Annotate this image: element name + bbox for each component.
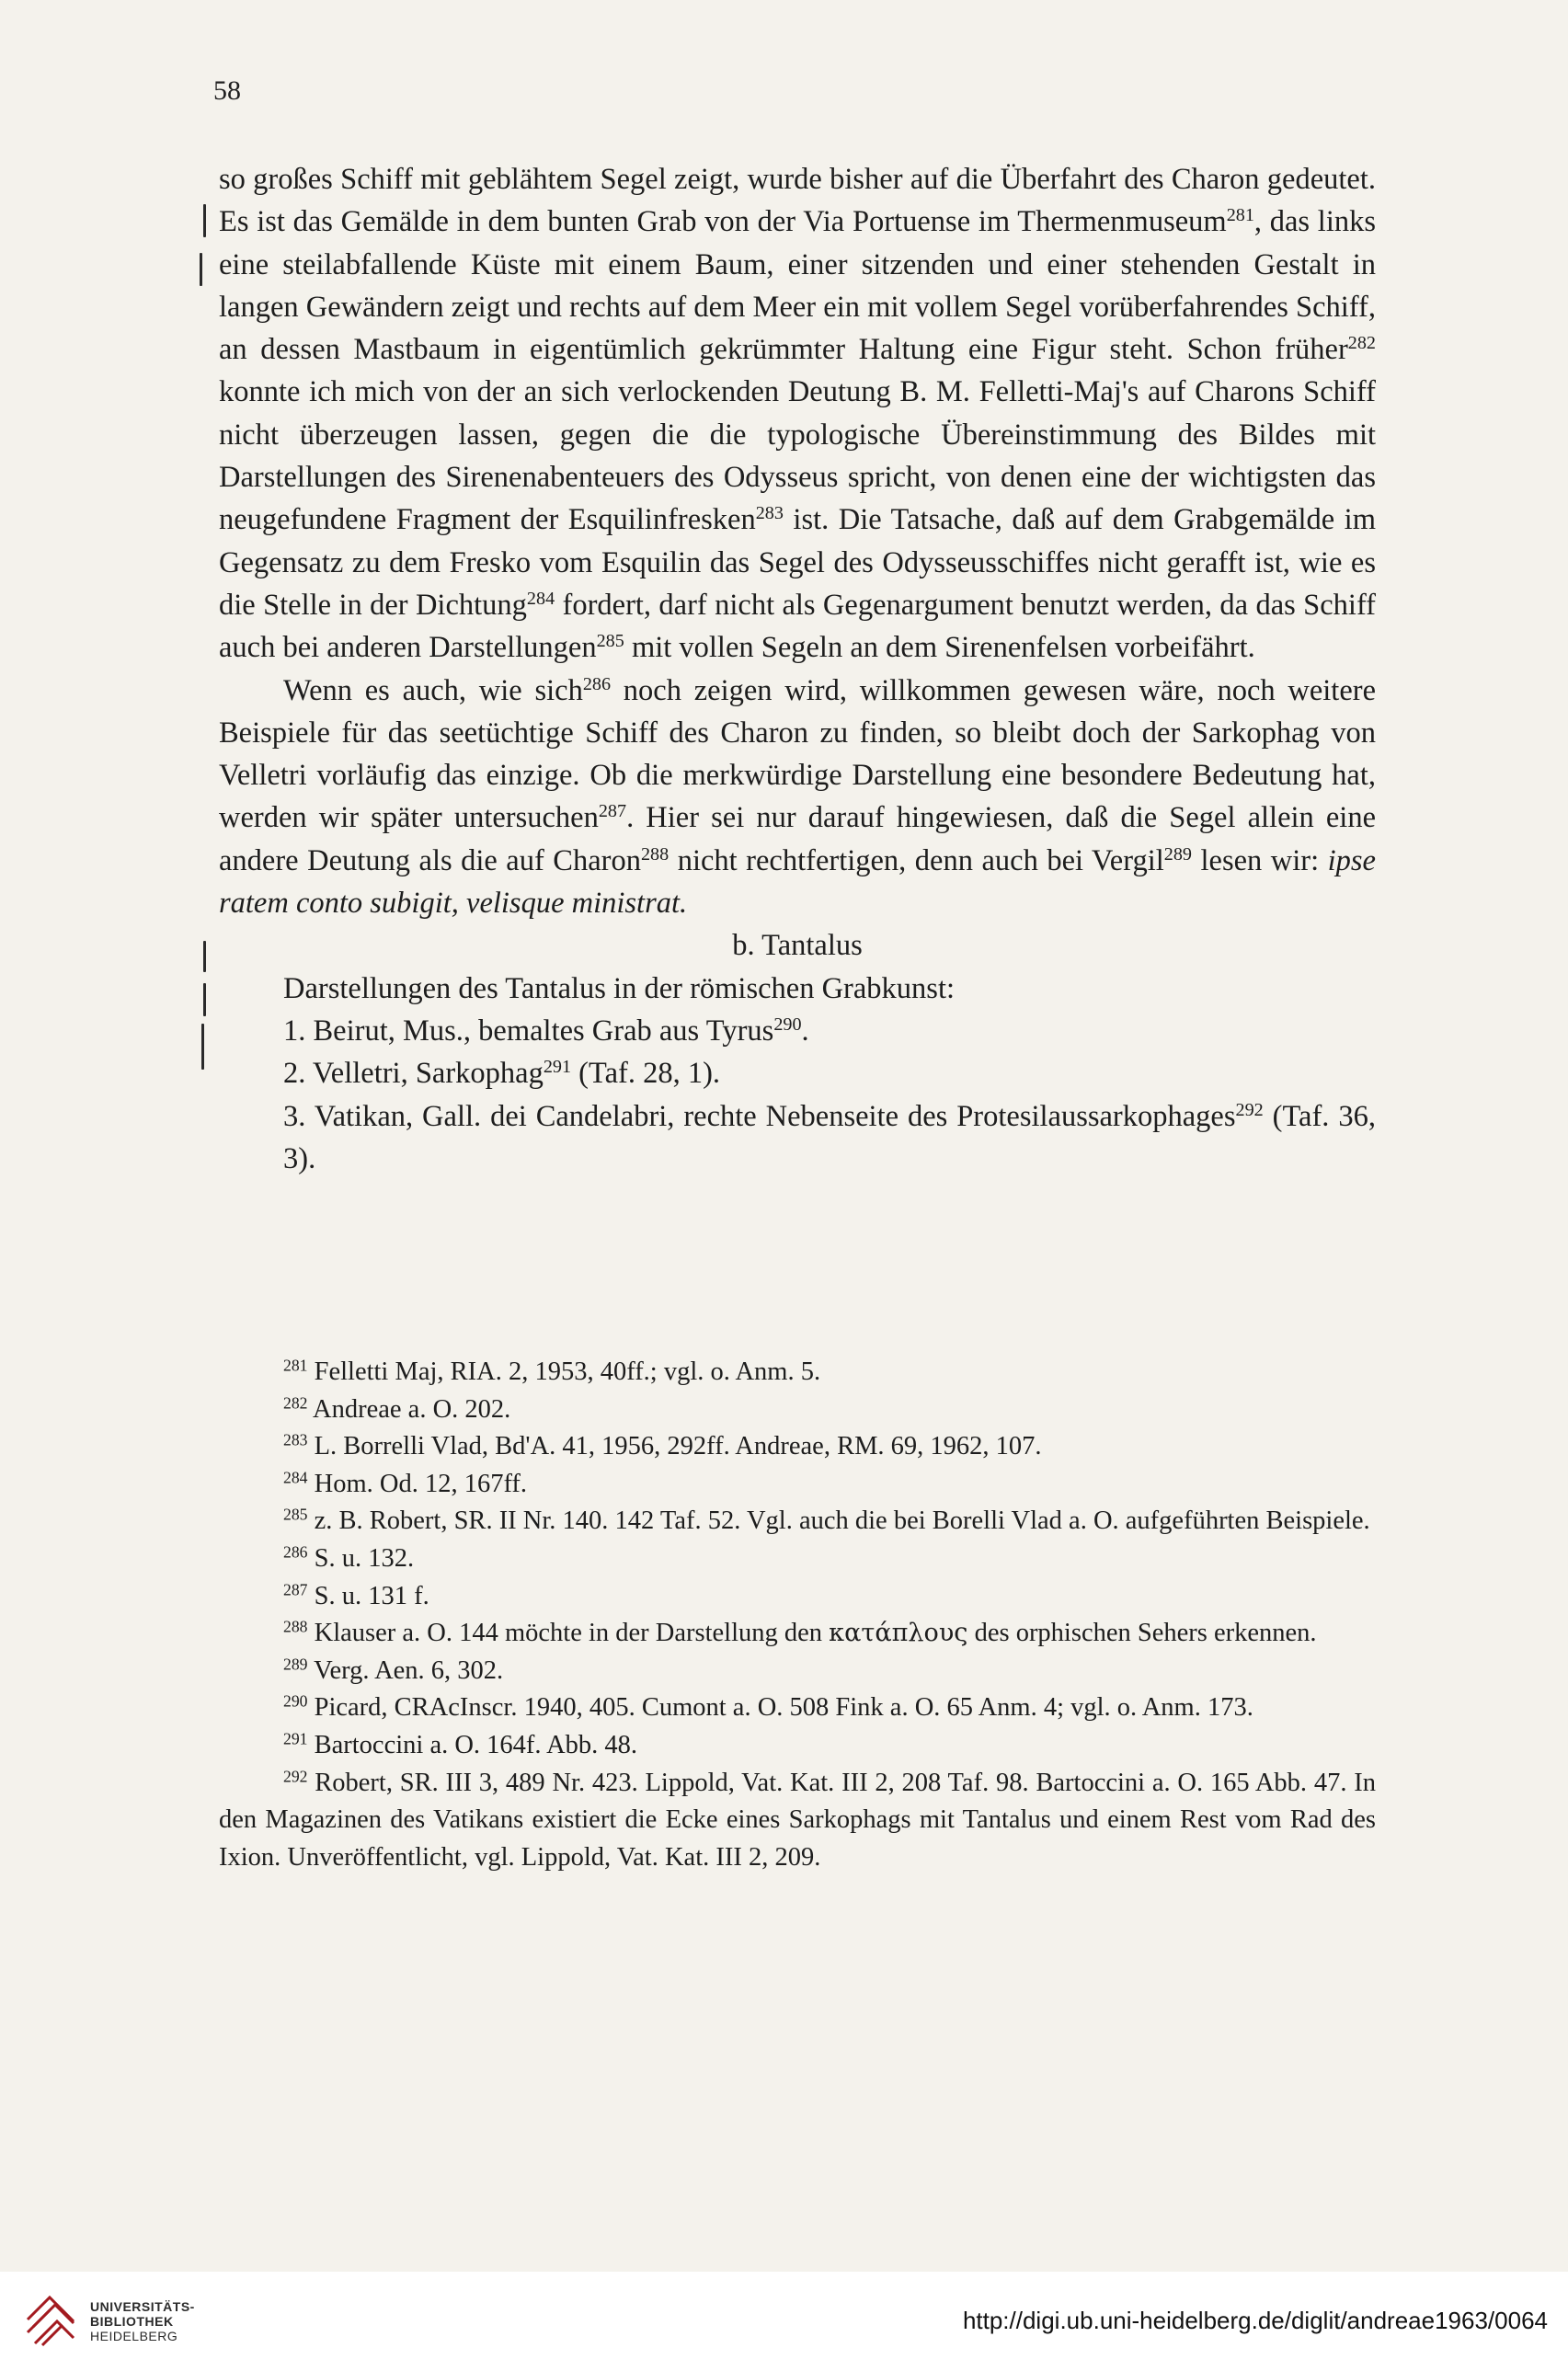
footnote: $^{291}$ Bartoccini a. O. 164f. Abb. 48. (283, 1729, 638, 1759)
margin-mark (203, 204, 206, 237)
footnote: $^{287}$ S. u. 131 f. (283, 1579, 429, 1610)
list-item: 3. Vatikan, Gall. dei Candelabri, rechte Nebenseite des Protesilaussarkophages$^{292}$ (Taf. 36, 3). (283, 1099, 1376, 1175)
footnote: $^{283}$ L. Borrelli Vlad, Bd'A. 41, 1956, 292ff. Andreae, RM. 69, 1962, 107. (283, 1430, 1042, 1461)
footnote-ref: 289 (1163, 843, 1192, 865)
page-number: 58 (213, 75, 241, 106)
body-text (219, 158, 1376, 1180)
list-item: 2. Velletri, Sarkophag$^{291}$ (Taf. 28, 1). (283, 1057, 721, 1091)
footnote: $^{288}$ Klauser a. O. 144 möchte in der Darstellung den κατάπλους des orphischen Sehers erkennen. (283, 1617, 1317, 1648)
list-item: 1. Beirut, Mus., bemaltes Grab aus Tyrus$^{290}$. (283, 1014, 809, 1048)
footnote: $^{289}$ Verg. Aen. 6, 302. (283, 1655, 504, 1685)
paragraph-2: Wenn es auch, wie sich$^{286}$ noch zeigen wird, willkommen gewesen wäre, noch weitere Beispiele für das seetüchtige Schiff des Charon zu finden, so bleibt doch der Sarkophag von Velletri vorläufig das einzige. Ob die merkwürdige Darstellung eine besondere Bedeutung hat, werden wir später untersuchen$^{287}$. Hier sei nur darauf hingewiesen, daß die Segel allein eine andere Deutung als die auf Charon$^{288}$ nicht rechtfertigen, denn auch bei Vergil$^{289}$ lesen wir: ipse ratem conto subigit, velisque ministrat. (219, 673, 1376, 921)
footnote: $^{281}$ Felletti Maj, RIA. 2, 1953, 40ff.; vgl. o. Anm. 5. (283, 1356, 821, 1386)
footnote-ref: 292 (1235, 1099, 1264, 1120)
list-intro: Darstellungen des Tantalus in der römischen Grabkunst: (283, 971, 956, 1005)
footnote-ref: 287 (598, 801, 627, 822)
margin-mark (203, 983, 206, 1016)
margin-mark (201, 1024, 204, 1070)
footnote-ref: 288 (640, 843, 670, 865)
footnote: $^{284}$ Hom. Od. 12, 167ff. (283, 1468, 528, 1498)
footnote-ref: 290 (773, 1014, 802, 1035)
footnotes (219, 1354, 1376, 1876)
footnote: $^{285}$ z. B. Robert, SR. II Nr. 140. 142 Taf. 52. Vgl. auch die bei Borelli Vlad a. O. aufgeführten Beispiele. (283, 1505, 1370, 1536)
footnote: $^{292}$ Robert, SR. III 3, 489 Nr. 423. Lippold, Vat. Kat. III 2, 208 Taf. 98. Bartoccini a. O. 165 Abb. 47. In den Magazinen des Vatikans existiert die Ecke eines Sarkophags mit Tantalus und einem Rest vom Rad des Ixion. Unveröffentlicht, vgl. Lippold, Vat. Kat. III 2, 209. (219, 1766, 1376, 1872)
footnote-ref: 282 (1347, 333, 1376, 354)
footnote-ref: 284 (526, 588, 555, 609)
viewer-footer (0, 2272, 1568, 2371)
library-logo-text[interactable]: UNIVERSITÄTS- BIBLIOTHEK HEIDELBERG (90, 2299, 195, 2343)
footnote-ref: 291 (543, 1057, 572, 1078)
footnote: $^{286}$ S. u. 132. (283, 1542, 415, 1573)
footnote: $^{282}$ Andreae a. O. 202. (283, 1392, 511, 1424)
footnote-ref: 283 (755, 503, 784, 524)
footnote: $^{290}$ Picard, CRAcInscr. 1940, 405. Cumont a. O. 508 Fink a. O. 65 Anm. 4; vgl. o. Anm. 173. (283, 1691, 1253, 1723)
footnote-ref: 285 (596, 631, 624, 652)
footnote-ref: 281 (1226, 205, 1254, 226)
margin-mark (200, 253, 202, 286)
permalink-url[interactable]: http://digi.ub.uni-heidelberg.de/diglit/andreae1963/0064 (962, 2307, 1548, 2334)
latin-quote: ipse ratem conto subigit, velisque ministrat. (219, 843, 1376, 921)
margin-mark (203, 941, 206, 972)
paragraph-1: so großes Schiff mit geblähtem Segel zeigt, wurde bisher auf die Überfahrt des Charon gedeutet. Es ist das Gemälde in dem bunten Grab von der Via Portuense im Thermenmuseum$^{281}$, das links eine steilabfallende Küste mit einem Baum, einer sitzenden und einer stehenden Gestalt in langen Gewändern zeigt und rechts auf dem Meer ein mit vollem Segel vorüberfahrendes Schiff, an dessen Mastbaum in eigentümlich gekrümmter Haltung eine Figur steht. Schon früher$^{282}$ konnte ich mich von der an sich verlockenden Deutung B. M. Felletti-Maj's auf Charons Schiff nicht überzeugen lassen, gegen die die typologische Übereinstimmung des Bildes mit Darstellungen des Sirenenabenteuers des Odysseus spricht, von denen eine der wichtigsten das neugefundene Fragment der Esquilinfresken$^{283}$ ist. Die Tatsache, daß auf dem Grabgemälde im Gegensatz zu dem Fresko vom Esquilin das Segel des Odysseusschiffes nicht gerafft ist, wie es die Stelle in der Dichtung$^{284}$ fordert, darf nicht als Gegenargument benutzt werden, da das Schiff auch bei anderen Darstellungen$^{285}$ mit vollen Segeln an dem Sirenenfelsen vorbeifährt. (219, 163, 1376, 665)
library-logo-icon[interactable] (22, 2292, 79, 2349)
greek-term: κατάπλους (829, 1619, 968, 1648)
footnote-ref: 286 (582, 673, 612, 694)
section-heading: b. Tantalus (732, 929, 863, 963)
